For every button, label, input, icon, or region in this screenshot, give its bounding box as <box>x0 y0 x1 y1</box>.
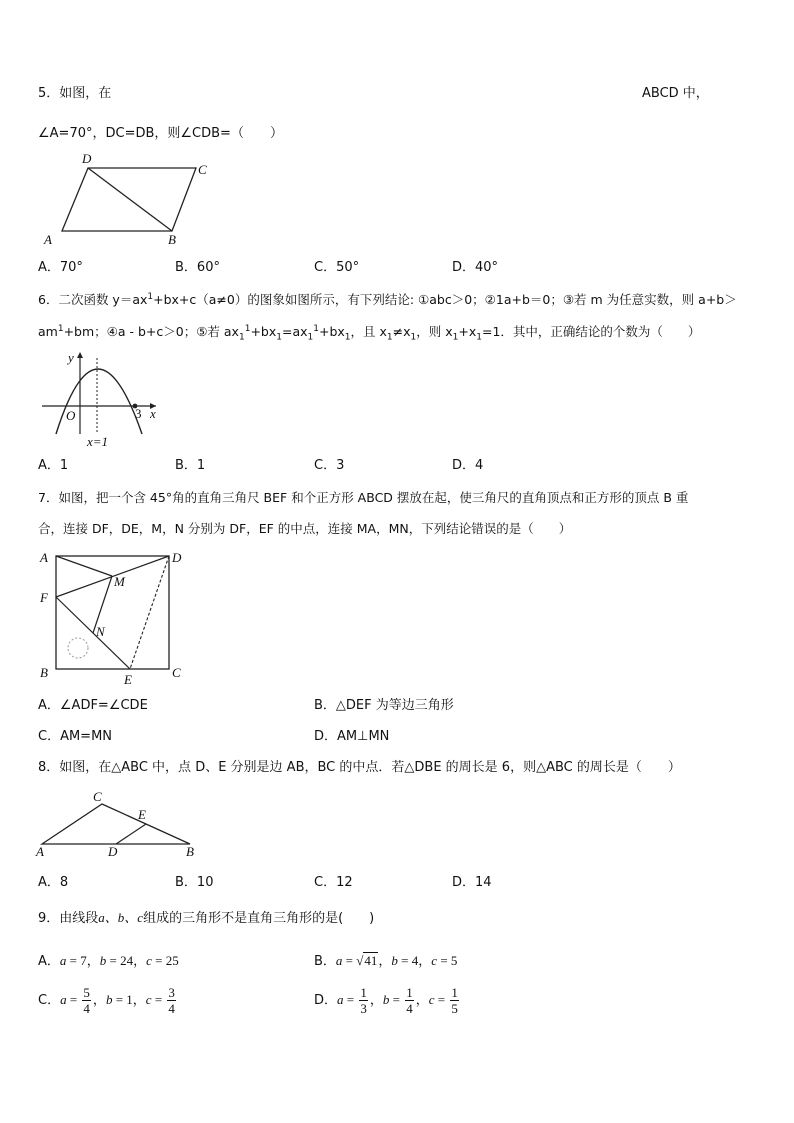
q8-label-d: D <box>108 844 118 859</box>
q8-label-e: E <box>138 807 146 822</box>
q6-stem-line2: $am^1+bm$；④a - b+c＞0；⑤若 $ax_1^1+bx_1=ax_1^1+bx_1$，且 $x_1\ne x_1$，则 $x_1+x_1=1$．其中，正确结论的个数为（ ） <box>38 323 701 343</box>
q6-option-b[interactable]: B．1 <box>175 458 206 473</box>
q5-stem-left: 5．如图，在 <box>38 86 112 101</box>
q7-label-d: D <box>172 550 182 565</box>
q9-stem: 9．由线段a、b、c组成的三角形不是直角三角形的是( ) <box>38 910 375 926</box>
q9-frac-1-3: $\frac{1}{3}$ <box>360 985 367 1016</box>
q5-label-d: D <box>82 151 92 166</box>
q7-option-a[interactable]: A．∠ADF=∠CDE <box>38 698 148 713</box>
q7-label-n: N <box>96 624 105 639</box>
q9-frac-5-4: $\frac{5}{4}$ <box>83 985 90 1016</box>
q7-label-m: M <box>114 574 125 589</box>
q6-label-origin: O <box>66 408 76 423</box>
q7-label-a: A <box>40 550 48 565</box>
q9-option-c[interactable]: C．a = $\frac{5}{4}$ ，b = 1，c = $\frac{3}{4}$ <box>38 985 175 1016</box>
q7-label-c: C <box>172 665 181 680</box>
q8-option-d[interactable]: D．14 <box>452 875 492 890</box>
q9-sqrt-41: √41 <box>356 953 378 968</box>
q6-label-x: x <box>150 406 156 421</box>
q9-option-a[interactable]: A．a = 7，b = 24，c = 25 <box>38 953 179 969</box>
q9-frac-1-4: $\frac{1}{4}$ <box>406 985 413 1016</box>
q8-triangle-abc <box>42 804 190 844</box>
q5-label-a: A <box>44 232 52 247</box>
q6-label-axis: x=1 <box>87 434 109 449</box>
q5-option-b[interactable]: B．60° <box>175 260 220 275</box>
q8-option-b[interactable]: B．10 <box>175 875 214 890</box>
q8-label-a: A <box>36 844 44 859</box>
q7-label-b: B <box>40 665 48 680</box>
q8-label-c: C <box>93 789 102 804</box>
q9-option-b[interactable]: B．a = √41，b = 4，c = 5 <box>314 953 458 969</box>
q7-label-f: F <box>40 590 48 605</box>
q8-segment-de <box>116 824 146 844</box>
q9-frac-1-5: $\frac{1}{5}$ <box>451 985 458 1016</box>
q6-label-y: y <box>68 350 74 365</box>
q5-label-b: B <box>168 232 176 247</box>
q7-option-c[interactable]: C．AM=MN <box>38 729 113 744</box>
q5-stem-right: ABCD 中， <box>642 86 709 101</box>
q9-frac-3-4: $\frac{3}{4}$ <box>168 985 175 1016</box>
q6-stem-line1: 6．二次函数 $y=ax^1+bx+c(a\ne 0)$的图象如图所示，有下列结论: ①abc＞0；②1a+b＝0；③若 m 为任意实数，则 a+b＞ <box>38 291 737 307</box>
q5-stem-line2: ∠A=70°，DC=DB，则∠CDB=（ ） <box>38 126 283 141</box>
q7-stem-line1: 7．如图，把一个含 45°角的直角三角尺 BEF 和个正方形 ABCD 摆放在起，使三角尺的直角顶点和正方形的顶点 B 重 <box>38 490 689 505</box>
q9-option-d[interactable]: D．a = $\frac{1}{3}$ ，b = $\frac{1}{4}$ ，c = $\frac{1}{5}$ <box>314 985 458 1016</box>
q8-label-b: B <box>186 844 194 859</box>
q6-option-a[interactable]: A．1 <box>38 458 69 473</box>
q7-option-b[interactable]: B．△DEF 为等边三角形 <box>314 698 454 713</box>
q6-label-three: 3 <box>135 406 142 421</box>
q7-label-e: E <box>124 672 132 687</box>
q6-option-d[interactable]: D．4 <box>452 458 484 473</box>
q5-option-c[interactable]: C．50° <box>314 260 360 275</box>
q8-stem: 8．如图，在△ABC 中，点 D、E 分别是边 AB，BC 的中点．若△DBE 的周长是 6，则△ABC 的周长是（ ） <box>38 760 681 775</box>
q8-option-c[interactable]: C．12 <box>314 875 353 890</box>
q5-option-d[interactable]: D．40° <box>452 260 499 275</box>
q5-option-a[interactable]: A．70° <box>38 260 83 275</box>
q5-label-c: C <box>198 162 207 177</box>
q6-option-c[interactable]: C．3 <box>314 458 345 473</box>
q7-stem-line2: 合，连接 DF，DE，M，N 分别为 DF，EF 的中点，连接 MA，MN，下列结论错误的是（ ） <box>38 521 572 536</box>
q8-option-a[interactable]: A．8 <box>38 875 69 890</box>
q7-option-d[interactable]: D．AM⊥MN <box>314 729 390 744</box>
